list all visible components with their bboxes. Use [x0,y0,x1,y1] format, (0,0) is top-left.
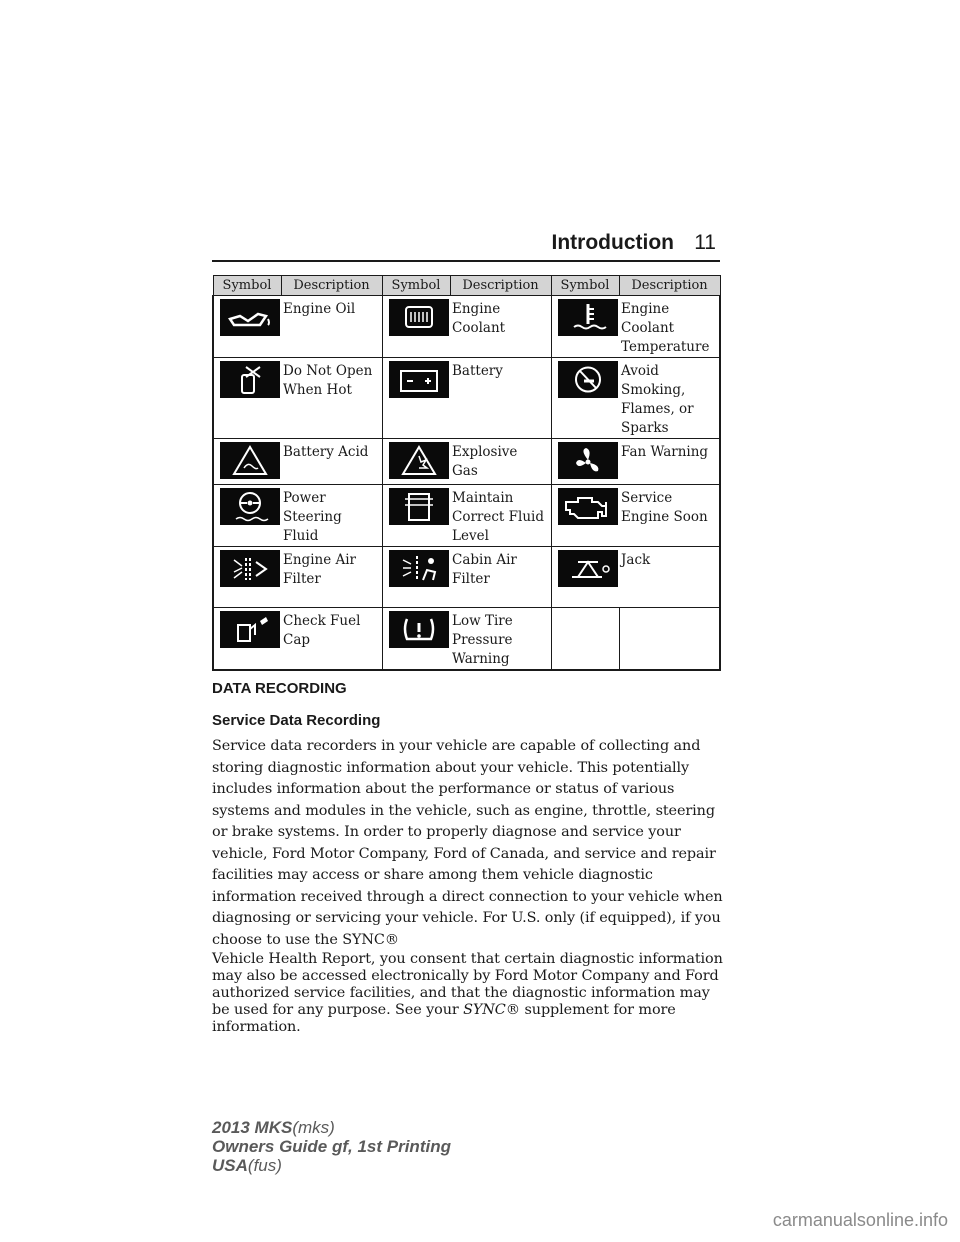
symbol-cell [382,439,450,485]
coolant-temperature-icon [558,299,618,336]
power-steering-fluid-icon [220,488,280,525]
cabin-air-filter-icon [389,550,449,587]
symbol-cell [382,296,450,358]
sync-reference: SYNC® [463,1002,520,1018]
symbol-cell [382,608,450,671]
symbol-cell [213,485,281,547]
no-smoking-icon [558,361,618,398]
symbol-cell [551,439,619,485]
column-header: Description [450,276,551,296]
symbol-table [212,275,721,671]
description-cell: Do Not Open When Hot [281,358,382,439]
engine-oil-icon [220,299,280,336]
service-engine-icon [558,488,618,525]
table-row [213,485,720,547]
symbol-cell [213,296,281,358]
description-cell: Avoid Smoking, Flames, or Sparks [619,358,720,439]
description-cell: Jack [619,547,720,608]
table-header-row [213,276,720,296]
fluid-level-icon [389,488,449,525]
description-cell: Engine Coolant [450,296,551,358]
watermark: carmanualsonline.info [772,1210,948,1230]
footer-guide: Owners Guide gf, 1st Printing [212,1137,451,1156]
symbol-cell [213,547,281,608]
engine-air-filter-icon [220,550,280,587]
symbol-cell [551,296,619,358]
symbol-cell [382,358,450,439]
column-header: Description [281,276,382,296]
symbol-cell [382,485,450,547]
column-header: Symbol [551,276,619,296]
battery-icon [389,361,449,398]
symbol-cell [213,608,281,671]
symbol-cell [382,547,450,608]
description-cell: Service Engine Soon [619,485,720,547]
description-cell: Engine Coolant Temperature [619,296,720,358]
description-cell: Engine Air Filter [281,547,382,608]
empty-description-cell [619,608,720,671]
table-row [213,547,720,608]
section-heading: DATA RECORDING [212,680,347,697]
table-row [213,358,720,439]
paragraph-text: supplement for more information. [212,1002,676,1035]
description-cell: Low Tire Pressure Warning [450,608,551,671]
footer-region-code: (fus) [247,1156,282,1175]
do-not-open-hot-icon [220,361,280,398]
engine-coolant-icon [389,299,449,336]
description-cell: Battery [450,358,551,439]
footer-model-code: (mks) [292,1118,335,1137]
symbol-cell [213,358,281,439]
description-cell: Maintain Correct Fluid Level [450,485,551,547]
footer-model: 2013 MKS [212,1118,293,1137]
description-cell: Fan Warning [619,439,720,485]
footer-region: USA [212,1156,248,1175]
symbol-cell [551,358,619,439]
jack-icon [558,550,618,587]
page-header [212,228,720,262]
column-header: Symbol [213,276,281,296]
table-row [213,296,720,358]
fan-warning-icon [558,442,618,479]
description-cell: Check Fuel Cap [281,608,382,671]
table-row [213,608,720,671]
section-subheading: Service Data Recording [212,712,381,729]
description-cell: Power Steering Fluid [281,485,382,547]
page-title: Introduction [551,231,674,254]
paragraph-continuation [212,951,724,1036]
empty-symbol-cell [551,608,619,671]
table-row [213,439,720,485]
symbol-cell [213,439,281,485]
symbol-cell [551,485,619,547]
explosive-gas-icon [389,442,449,479]
page-number: 11 [694,231,716,254]
description-cell: Engine Oil [281,296,382,358]
paragraph-text: Vehicle Health Report, you consent that certain diagnostic information may also be accessed electronically by Ford Motor Company and Ford authorized service facilities, and that the diagnostic information may be used for any purpose. See your [212,951,723,1018]
section-body [212,736,724,1036]
paragraph-text: Service data recorders in your vehicle are capable of collecting and storing diagnostic information about your vehicle. This potentially includes information about the performance or status of various systems and modules in the vehicle, such as engine, throttle, steering or brake systems. In order to properly diagnose and service your vehicle, Ford Motor Company, Ford of Canada, and service and repair facilities may access or share among them vehicle diagnostic information received through a direct connection to your vehicle when diagnosing or servicing your vehicle. For U.S. only (if equipped), if you choose to use the SYNC® [212,738,723,948]
description-cell: Explosive Gas [450,439,551,485]
description-cell: Cabin Air Filter [450,547,551,608]
fuel-cap-icon [220,611,280,648]
description-cell: Battery Acid [281,439,382,485]
symbol-cell [551,547,619,608]
page-footer [212,1118,451,1175]
column-header: Symbol [382,276,450,296]
low-tire-pressure-icon [389,611,449,648]
column-header: Description [619,276,720,296]
battery-acid-icon [220,442,280,479]
